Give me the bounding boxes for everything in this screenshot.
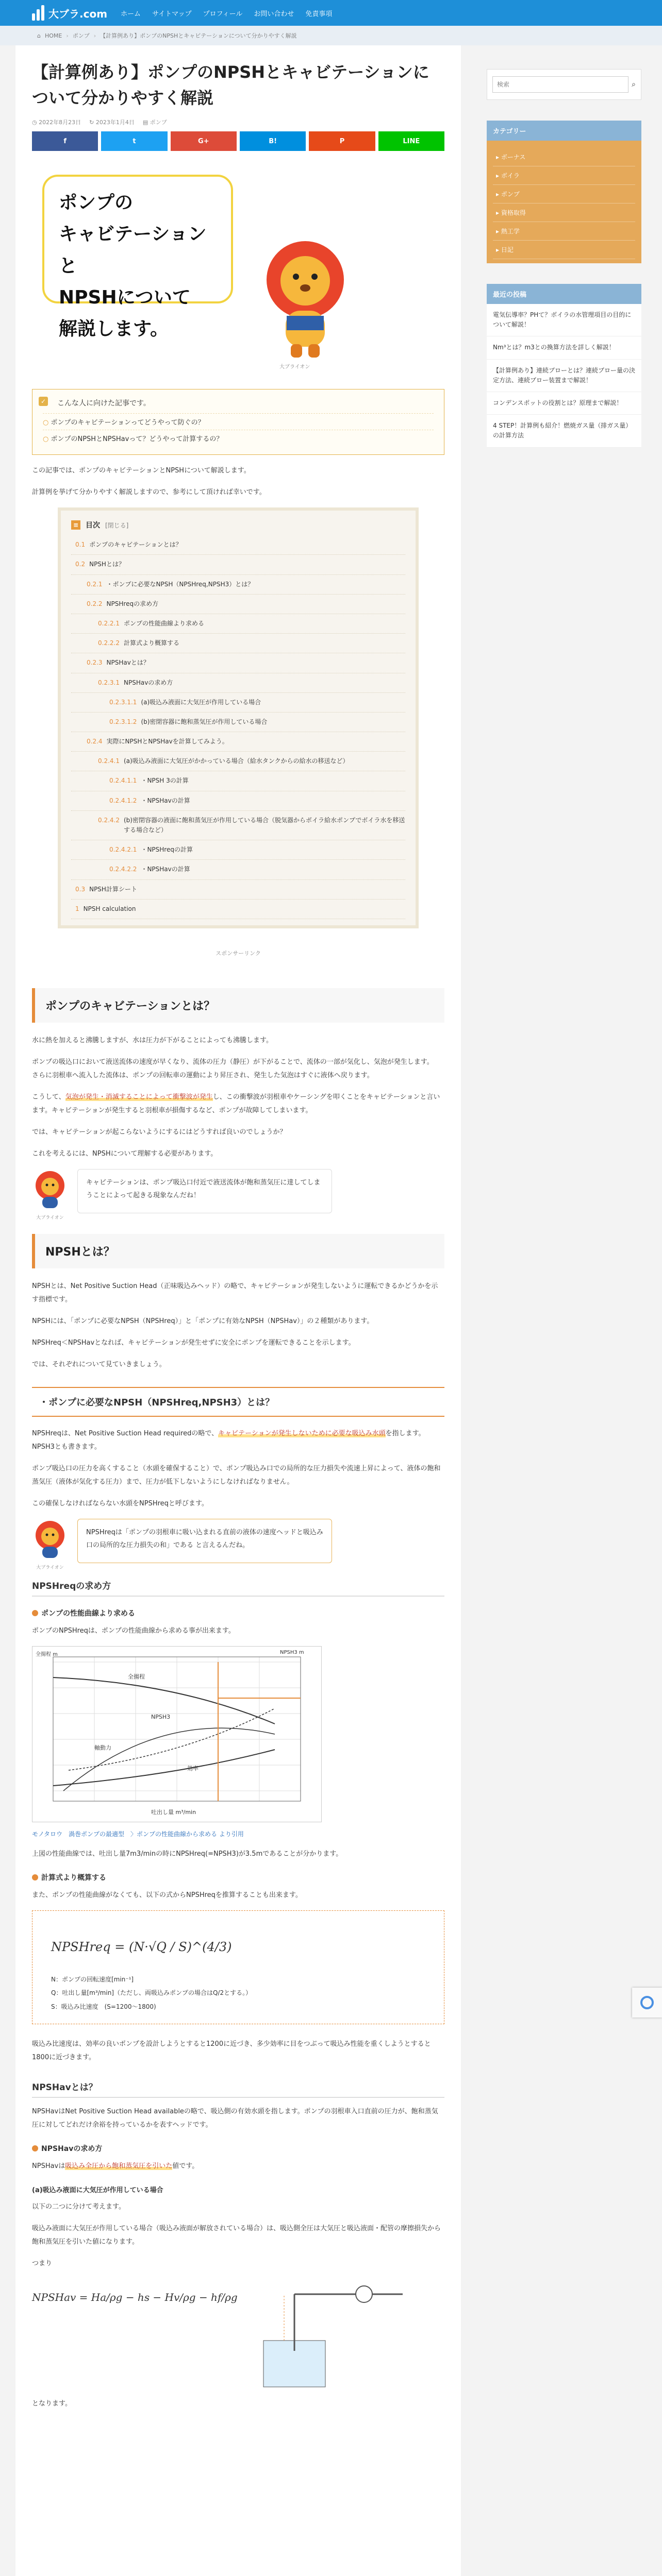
chevron-right-icon: › (66, 32, 69, 39)
toc-item[interactable] (71, 900, 405, 919)
formula-legend-item: S：吸込み比速度 (S=1200～1800) (51, 2003, 156, 2010)
curve-label: 効率 (187, 1765, 198, 1772)
paragraph: NPSHには、「ポンプに必要なNPSH（NPSHreq）」と「ポンプに有効なNPSH（NPSHav）」の２種類があります。 (32, 1317, 374, 1325)
paragraph: では、それぞれについて見ていきましょう。 (32, 1360, 166, 1368)
toc-item-label: NPSHとは？ (89, 561, 125, 568)
x-axis-label: 吐出し量 m³/min (151, 1808, 196, 1816)
chevron-right-icon: › (93, 32, 96, 39)
breadcrumb-current: 【計算例あり】ポンプのNPSHとキャビテーションについて分かりやすく解説 (100, 32, 297, 39)
article-meta (32, 118, 444, 126)
heading-level5: ポンプの性能曲線より求める (32, 1608, 444, 1618)
toc-item-number: 0.2.4.2.1 (109, 846, 137, 854)
paragraph: NPSHとは、Net Positive Suction Head（正味吸込みヘッド）の略で、キャビテーションが発生しないように運転できるかどうかを示す指標です。 (32, 1282, 438, 1303)
paragraph: NPSHreqは、Net Positive Suction Head requiredの略で、キャビテーションが発生しないために必要な吸込み水頭を指します。NPSH3とも書きます。 (32, 1429, 425, 1451)
formula-npshreq: NPSHreq = (N·√Q / S)^(4/3) (51, 1939, 232, 1954)
figure-caption-link[interactable]: モノタロウ 渦巻ポンプの最適型 〉ポンプの性能曲線から求める より引用 (32, 1830, 244, 1838)
clock-icon: ◷ (32, 119, 39, 126)
share-buttons (32, 131, 444, 151)
nav-home[interactable]: ホーム (121, 10, 141, 18)
toc-item-label: NPSHreqの求め方 (106, 600, 159, 607)
toc-item-label: NPSH calculation (83, 905, 136, 912)
toc-item-label: (a)吸込み液面に大気圧がかかっている場合（給水タンクからの給水の移送など） (123, 757, 349, 765)
paragraph: こうして、気泡が発生・消滅することによって衝撃波が発生し、この衝撃波が羽根車やケーシングを叩くことをキャビテーションと言います。キャビテーションが発生すると羽根車が損傷するなど、ポンプが故障してしまいます。 (32, 1093, 440, 1114)
toc-item-number: 1 (75, 905, 79, 912)
sidebar (487, 69, 641, 468)
formula-legend-item: N：ポンプの回転速度[min⁻¹] (51, 1975, 134, 1983)
toc-item[interactable] (71, 880, 405, 900)
toc-item[interactable] (71, 752, 405, 771)
formula-box (32, 1910, 444, 2024)
paragraph: この確保しなければならない水頭をNPSHreqと呼びます。 (32, 1499, 208, 1507)
lion-avatar-icon (32, 1169, 68, 1208)
toc-item-number: 0.1 (75, 541, 86, 549)
toc-header (71, 520, 405, 530)
toc-item-label: (b)密閉容器の液面に飽和蒸気圧が作用している場合（脱気器からボイラ給水ポンプでボイラ水を移送する場合など） (123, 816, 405, 834)
paragraph: NPSHavは吸込み全圧から飽和蒸気圧を引いた値です。 (32, 2162, 199, 2171)
toc-item[interactable] (71, 791, 405, 811)
category-item[interactable]: ▸ 日記 (493, 241, 635, 259)
curve-label: NPSH3 (151, 1713, 171, 1720)
share-twitter-button[interactable]: t (101, 131, 167, 151)
toc-item-label: (a)吸込み液面に大気圧が作用している場合 (141, 698, 261, 706)
bullet-icon (32, 1874, 38, 1880)
toc-item[interactable] (71, 535, 405, 555)
folder-icon: ▤ (142, 119, 150, 126)
recent-post-link[interactable]: 【計算例あり】連続ブローとは？連続ブロー量の決定方法、連続ブロー装置まで解説！ (487, 360, 641, 392)
paragraph: 上図の性能曲線では、吐出し量7m3/minの時にNPSHreq(=NPSH3)が3.5mであることが分かります。 (32, 1850, 343, 1858)
nav-disclaimer[interactable]: 免責事項 (305, 10, 333, 18)
recent-post-link[interactable]: コンデンスポットの役割とは？原理まで解説！ (487, 392, 641, 415)
category-widget (487, 121, 641, 263)
paragraph: ポンプの吸込口において液送流体の速度が早くなり、流体の圧力（静圧）が下がることで、流体の一部が気化し、気泡が発生します。 さらに羽根車へ流入した流体は、ポンプの回転車の運動により昇圧され、発生した気泡はすぐに液体へ戻ります。 (32, 1058, 434, 1079)
widget-title: カテゴリー (487, 121, 641, 141)
breadcrumb-home[interactable]: HOME (44, 32, 62, 39)
breadcrumb-category[interactable]: ポンプ (72, 32, 90, 39)
toc-icon: ≡ (71, 520, 80, 530)
check-title: こんな人に向けた記事です。 (57, 399, 151, 408)
nav-contact[interactable]: お問い合わせ (254, 10, 294, 18)
curve-label: 全揚程 (128, 1673, 145, 1680)
refresh-icon: ↻ (89, 119, 96, 126)
share-google-button[interactable]: G+ (171, 131, 237, 151)
heading-level4: NPSHavとは？ (32, 2080, 444, 2098)
recent-post-link[interactable]: 電気伝導率？PHて？ボイラの水管理項目の目的について解説！ (487, 304, 641, 336)
breadcrumb (0, 26, 662, 45)
toc-item[interactable] (71, 614, 405, 634)
toc-item[interactable] (71, 575, 405, 595)
toc-item[interactable] (71, 595, 405, 614)
paragraph: ポンプ吸込口の圧力を高くすること（水頭を確保すること）で、ポンプ吸込み口での局所的な圧力損失や流速上昇によって、液体の飽和蒸気圧（液体が気化する圧力）まで、圧力が低下しないようにしなければなりません。 (32, 1464, 441, 1486)
section-heading: ポンプのキャビテーションとは？ (32, 988, 444, 1023)
category-item[interactable]: ▸ 熱工学 (493, 222, 635, 241)
formula-npshav: NPSHav = Ha/ρg − hs − Hv/ρg − hf/ρg (32, 2291, 238, 2304)
toc-item-number: 0.2.4.2 (98, 816, 120, 824)
curve-label: 軸動力 (94, 1744, 111, 1751)
toc-toggle-button[interactable]: [閉じる] (105, 521, 129, 529)
list-item: ○ ポンプのキャビテーションってどうやって防ぐの？ (43, 413, 434, 430)
toc-item[interactable] (71, 634, 405, 653)
toc-item-label: NPSH計算シート (89, 885, 137, 893)
eyecatch-caption: 大ブライオン (279, 364, 310, 370)
paragraph: また、ポンプの性能曲線がなくても、以下の式からNPSHreqを推算することも出来ます。 (32, 1891, 302, 1899)
search-icon[interactable]: ⌕ (632, 80, 636, 89)
avatar-name: 大ブライオン (36, 1215, 64, 1221)
category-item[interactable]: ▸ ボーナス (493, 148, 635, 166)
toc-item-number: 0.3 (75, 885, 86, 893)
toc-item-label: ・NPSH 3の計算 (141, 777, 189, 785)
paragraph: 水に熱を加えると沸騰しますが、水は圧力が下がることによっても沸騰します。 (32, 1036, 273, 1044)
toc-item[interactable] (71, 713, 405, 732)
toc-item[interactable] (71, 673, 405, 693)
eyecatch-image (32, 172, 444, 372)
toc-item-number: 0.2 (75, 561, 86, 568)
heading-level5: 計算式より概算する (32, 1872, 444, 1883)
toc-item-label: NPSHavの求め方 (123, 679, 173, 686)
heading-level6: (a)吸込み液面に大気圧が作用している場合 (32, 2187, 163, 2195)
share-pocket-button[interactable]: P (309, 131, 375, 151)
intro-paragraph: この記事では、ポンプのキャビテーションとNPSHについて解説します。 (32, 467, 251, 475)
toc-item-number: 0.2.3.1.1 (109, 698, 137, 706)
avatar (32, 1519, 68, 1570)
lion-mascot-icon (254, 239, 357, 362)
toc-item-number: 0.2.4 (87, 738, 103, 745)
check-icon: ✓ (39, 397, 48, 406)
toc-item-label: NPSHavとは？ (106, 659, 150, 667)
paragraph: 吸込み液面に大気圧が作用している場合（吸込み液面が解放されている場合）は、吸込側全圧は大気圧と吸込液面・配管の摩擦損失から飽和蒸気圧を引いた値になります。 (32, 2225, 441, 2246)
avatar (32, 1169, 68, 1221)
paragraph: NPSHreq＜NPSHavとなれば、キャビテーションが発生せずに安全にポンプを運転できることを示します。 (32, 1338, 355, 1347)
section-heading: NPSHとは？ (32, 1234, 444, 1268)
toc-item-number: 0.2.1 (87, 580, 103, 588)
toc-list (71, 535, 405, 919)
avatar-name: 大ブライオン (36, 1565, 64, 1570)
share-facebook-button[interactable]: f (32, 131, 98, 151)
recent-post-link[interactable]: Nm³とは？m3との換算方法を詳しく解説！ (487, 336, 641, 359)
toc-item[interactable] (71, 732, 405, 752)
paragraph: では、キャビテーションが起こらないようにするにはどうすれば良いのでしょうか？ (32, 1128, 287, 1136)
category-item[interactable]: ▸ ボイラ (493, 166, 635, 185)
toc-item-label: ポンプのキャビテーションとは？ (89, 541, 182, 549)
toc-item-number: 0.2.3.1 (98, 679, 120, 686)
target-reader-box (32, 389, 444, 455)
paragraph: これを考えるには、NPSHについて理解する必要があります。 (32, 1149, 218, 1158)
toc-item-number: 0.2.4.1.2 (109, 796, 137, 804)
eyecatch-bubble: ポンプの キャビテーションと NPSHについて 解説します。 (42, 175, 233, 303)
article-title: 【計算例あり】ポンプのNPSHとキャビテーションについて分かりやすく解説 (32, 62, 429, 108)
toc-item-label: ポンプの性能曲線より求める (123, 619, 204, 627)
formula-legend-item: Q：吐出し量[m³/min]（ただし、両吸込みポンプの場合はQ/2とする。） (51, 1989, 252, 1997)
intro-paragraph: 計算例を挙げて分かりやすく解説しますので、参考にして頂ければ幸いです。 (32, 488, 266, 497)
toc-title: 目次 (86, 521, 100, 530)
speech-balloon (32, 1519, 444, 1570)
lion-avatar-icon (32, 1519, 68, 1558)
toc-item-number: 0.2.2 (87, 600, 103, 607)
article-main (15, 45, 461, 2576)
search-input[interactable] (492, 76, 628, 93)
paragraph: NPSHavはNet Positive Suction Head availableの略で、吸込側の有効水頭を指します。ポンプの羽根車入口直前の圧力が、飽和蒸気圧に対してどれだけ余裕を持っているかを表すヘッドです。 (32, 2108, 438, 2129)
sponsor-label: スポンサーリンク (216, 950, 261, 957)
bullet-icon (32, 2145, 38, 2151)
site-header (0, 0, 662, 26)
toc-item-number: 0.2.3.1.2 (109, 718, 137, 725)
paragraph: つまり (32, 2260, 53, 2268)
heading-level5: NPSHavの求め方 (32, 2143, 444, 2154)
updated-date: ↻ 2023年1月4日 (89, 119, 135, 126)
paragraph: 吸込み比速度は、効率の良いポンプを設計しようとすると1200に近づき、多少効率に目をつぶって吸込み性能を重くしようとすると1800に近づきます。 (32, 2040, 431, 2062)
toc-item-number: 0.2.4.1 (98, 757, 120, 765)
toc-item[interactable] (71, 555, 405, 574)
speech-text: キャビテーションは、ポンプ吸込口付近で液送流体が飽和蒸気圧に達してしまうことによって起きる現象なんだね！ (77, 1169, 332, 1213)
toc-item-label: 計算式より概算する (123, 639, 179, 647)
widget-title: 最近の投稿 (487, 284, 641, 304)
toc-item-label: 実際にNPSHとNPSHavを計算してみよう。 (106, 738, 228, 745)
search-form (487, 69, 641, 100)
site-logo[interactable] (32, 5, 107, 21)
nav-sitemap[interactable]: サイトマップ (152, 10, 192, 18)
recent-post-link[interactable]: 4 STEP！計算例も紹介！燃焼ガス量（排ガス量）の計算方法 (487, 415, 641, 447)
toc-item-number: 0.2.2.2 (98, 639, 120, 647)
toc-item-number: 0.2.4.2.2 (109, 866, 137, 873)
share-hatena-button[interactable]: B! (240, 131, 306, 151)
category-item[interactable]: ▸ 資格取得 (493, 204, 635, 222)
home-icon: ⌂ (37, 32, 41, 39)
toc-item-label: ・NPSHavの計算 (141, 866, 190, 873)
recaptcha-badge[interactable] (632, 1988, 662, 2018)
formula-expression: (N·√Q / S)^(4/3) (128, 1939, 232, 1954)
toc-item-label: ・NPSHavの計算 (141, 796, 190, 804)
toc-item-label: (b)密閉容器に飽和蒸気圧が作用している場合 (141, 718, 268, 725)
paragraph: ポンプのNPSHreqは、ポンプの性能曲線から求める事が出来ます。 (32, 1626, 235, 1635)
speech-text: NPSHreqは「ポンプの羽根車に吸い込まれる直前の液体の速度ヘッドと吸込み口の局所的な圧力損失の和」である と言えるんだね。 (77, 1519, 332, 1563)
recaptcha-icon (639, 1995, 655, 2010)
share-line-button[interactable]: LINE (378, 131, 444, 151)
nav-profile[interactable]: プロフィール (203, 10, 243, 18)
toc-item[interactable] (71, 771, 405, 791)
y2-axis-label: NPSH3 m (280, 1649, 304, 1655)
toc-item-number: 0.2.3 (87, 659, 103, 667)
category-list (487, 141, 641, 263)
subsection-heading: ・ポンプに必要なNPSH（NPSHreq,NPSH3）とは？ (32, 1387, 444, 1417)
toc-item-label: ・ポンプに必要なNPSH（NPSHreq,NPSH3）とは？ (106, 580, 254, 588)
paragraph: となります。 (32, 2400, 72, 2408)
global-nav (121, 8, 332, 18)
search-widget (487, 69, 641, 100)
toc-item[interactable] (71, 653, 405, 673)
category-item[interactable]: ▸ ポンプ (493, 185, 635, 204)
logo-icon (32, 5, 45, 21)
speech-balloon (32, 1169, 444, 1221)
toc-item[interactable] (71, 860, 405, 879)
toc-item-number: 0.2.4.1.1 (109, 777, 137, 785)
bullet-icon (32, 1610, 38, 1616)
toc-item[interactable] (71, 840, 405, 860)
toc-item[interactable] (71, 811, 405, 840)
toc-item[interactable] (71, 693, 405, 713)
logo-text: 大ブラ.com (48, 7, 108, 20)
npshav-formula-row (32, 2279, 444, 2397)
recent-posts-widget (487, 284, 641, 448)
suction-diagram (253, 2279, 408, 2397)
heading-level4: NPSHreqの求め方 (32, 1579, 444, 1597)
published-date: ◷ 2022年8月23日 (32, 119, 81, 126)
toc-item-number: 0.2.2.1 (98, 619, 120, 627)
paragraph: 以下の二つに分けて考えます。 (32, 2203, 125, 2211)
category-link[interactable]: ▤ ポンプ (142, 119, 167, 126)
performance-curve-graph (32, 1646, 322, 1822)
table-of-contents (58, 507, 419, 928)
toc-item-label: ・NPSHreqの計算 (141, 846, 193, 854)
y-axis-label: 全揚程 m (36, 1651, 58, 1657)
list-item: ○ ポンプのNPSHとNPSHavって？どうやって計算するの？ (43, 430, 434, 446)
performance-curve-figure (32, 1646, 444, 1824)
